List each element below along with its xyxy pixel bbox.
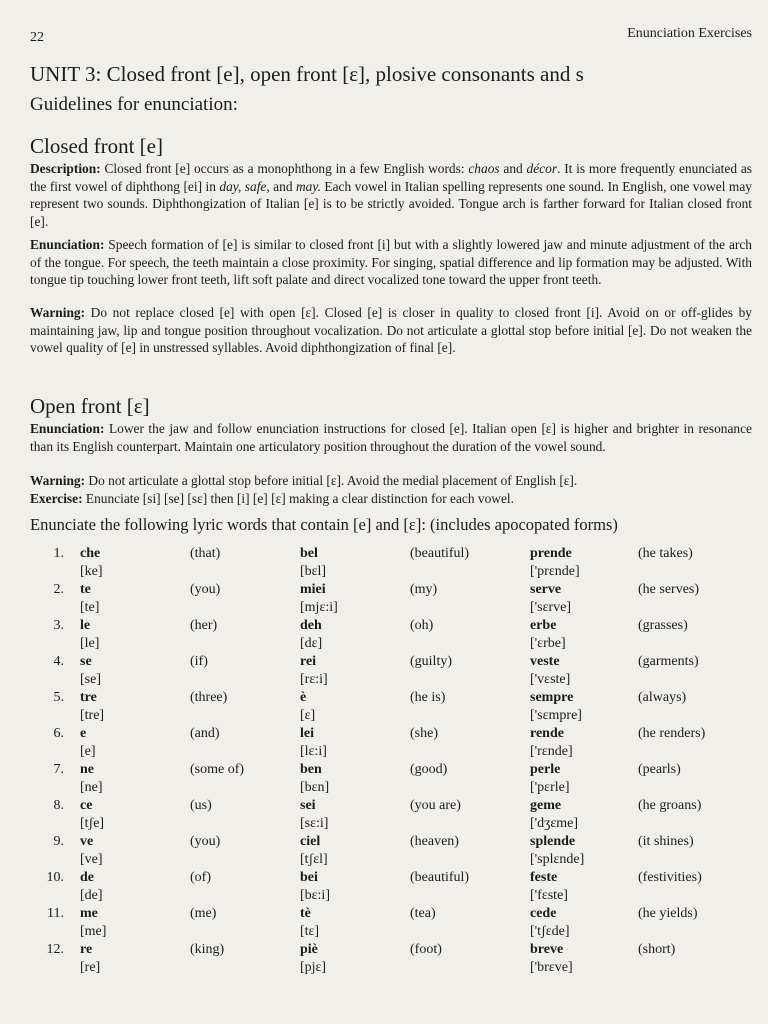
translation: (that): [190, 546, 221, 561]
ipa-transcription: [tre]: [80, 708, 105, 723]
table-cell: [80, 689, 190, 725]
table-cell: [530, 581, 638, 617]
enunciation-text: Lower the jaw and follow enunciation instructions for closed [e]. Italian open [ɛ] is higher and brighter in resonance than its English counterpart. Maintain one articulatory position throughout the duration of the vowel sound.: [30, 421, 752, 454]
table-cell: [190, 653, 300, 689]
translation: (my): [410, 582, 438, 597]
translation: (good): [410, 762, 448, 777]
ipa-transcription: [e]: [80, 744, 96, 759]
table-cell: [300, 797, 410, 833]
table-cell: [638, 617, 728, 653]
description-text-c: Each vowel in Italian spelling represents one sound. In English, one vowel may represent two sounds. Diphthongization of Italian [e] is to be strictly avoided. Tongue arch is farther forward for Italian closed front [e].: [30, 178, 752, 229]
word: geme: [530, 798, 562, 813]
closed-front-description: [30, 160, 752, 230]
table-cell: [638, 797, 728, 833]
table-cell: [530, 797, 638, 833]
table-cell: [80, 617, 190, 653]
table-cell: [190, 545, 300, 581]
ipa-transcription: [dɛ]: [300, 636, 323, 651]
word: veste: [530, 654, 560, 669]
translation: (if): [190, 654, 208, 669]
table-cell: [80, 905, 190, 941]
table-cell: [410, 545, 530, 581]
word: breve: [530, 942, 564, 957]
ipa-transcription: ['sɛrve]: [530, 600, 572, 615]
ipa-transcription: ['fɛste]: [530, 888, 568, 903]
description-example-may: may.: [296, 178, 321, 194]
table-cell: [190, 581, 300, 617]
translation: (he serves): [638, 582, 700, 597]
translation: (beautiful): [410, 870, 470, 885]
ipa-transcription: [lɛ:i]: [300, 744, 327, 759]
row-number: 3.: [53, 618, 64, 633]
table-cell: [30, 833, 80, 869]
ipa-transcription: ['splɛnde]: [530, 852, 585, 867]
ipa-transcription: [te]: [80, 600, 100, 615]
row-number: 1.: [53, 546, 64, 561]
row-number: 8.: [53, 798, 64, 813]
word-table: [30, 545, 728, 977]
translation: (you): [190, 582, 221, 597]
open-front-warning: [30, 472, 752, 490]
translation: (festivities): [638, 870, 702, 885]
table-cell: [638, 833, 728, 869]
table-row: [30, 545, 728, 581]
unit-title: UNIT 3: Closed front [e], open front [ɛ], plosive consonants and s: [30, 62, 584, 86]
word: bel: [300, 546, 318, 561]
table-cell: [30, 653, 80, 689]
word: ve: [80, 834, 94, 849]
table-cell: [410, 581, 530, 617]
table-cell: [80, 581, 190, 617]
guidelines-heading: Guidelines for enunciation:: [30, 94, 238, 115]
description-and-2: and: [269, 178, 296, 194]
translation: (beautiful): [410, 546, 470, 561]
translation: (short): [638, 942, 676, 957]
table-cell: [638, 581, 728, 617]
table-cell: [530, 545, 638, 581]
word: rei: [300, 654, 317, 669]
table-cell: [30, 905, 80, 941]
ipa-transcription: [re]: [80, 960, 101, 975]
word: ne: [80, 762, 94, 777]
table-cell: [530, 941, 638, 977]
ipa-transcription: [mjɛ:i]: [300, 600, 338, 615]
ipa-transcription: ['prɛnde]: [530, 564, 580, 579]
word: splende: [530, 834, 576, 849]
table-cell: [80, 653, 190, 689]
table-cell: [638, 905, 728, 941]
table-cell: [30, 545, 80, 581]
warning-label: Warning:: [30, 305, 86, 320]
row-number: 7.: [53, 762, 64, 777]
translation: (guilty): [410, 654, 452, 669]
translation: (you are): [410, 798, 461, 813]
table-cell: [300, 545, 410, 581]
ipa-transcription: ['tʃɛde]: [530, 924, 570, 939]
ipa-transcription: [ne]: [80, 780, 103, 795]
word: prende: [530, 546, 572, 561]
table-cell: [530, 653, 638, 689]
table-cell: [530, 761, 638, 797]
table-cell: [638, 725, 728, 761]
description-label: Description:: [30, 161, 101, 176]
table-cell: [300, 833, 410, 869]
table-cell: [190, 761, 300, 797]
translation: (me): [190, 906, 217, 921]
translation: (us): [190, 798, 212, 813]
open-front-enunciation: [30, 420, 752, 455]
word-table-body: [30, 545, 728, 977]
description-example-day-safe: day, safe,: [219, 178, 270, 194]
word: sei: [300, 798, 316, 813]
description-example-chaos: chaos: [468, 161, 500, 176]
table-cell: [30, 761, 80, 797]
translation: (three): [190, 690, 228, 705]
word: feste: [530, 870, 558, 885]
table-cell: [30, 941, 80, 977]
word: sempre: [530, 690, 574, 705]
table-cell: [300, 869, 410, 905]
table-cell: [410, 725, 530, 761]
table-cell: [300, 761, 410, 797]
word: de: [80, 870, 94, 885]
table-cell: [530, 905, 638, 941]
ipa-transcription: [ve]: [80, 852, 103, 867]
word: bei: [300, 870, 318, 885]
table-cell: [30, 869, 80, 905]
table-row: [30, 761, 728, 797]
running-head: Enunciation Exercises: [627, 26, 752, 41]
table-row: [30, 941, 728, 977]
table-row: [30, 869, 728, 905]
word: e: [80, 726, 87, 741]
table-cell: [410, 941, 530, 977]
translation: (her): [190, 618, 218, 633]
translation: (you): [190, 834, 221, 849]
table-cell: [410, 653, 530, 689]
ipa-transcription: ['ɛrbe]: [530, 636, 566, 651]
row-number: 5.: [53, 690, 64, 705]
table-cell: [190, 689, 300, 725]
ipa-transcription: [tʃe]: [80, 816, 105, 831]
table-cell: [30, 725, 80, 761]
translation: (it shines): [638, 834, 694, 849]
ipa-transcription: [bɛ:i]: [300, 888, 330, 903]
ipa-transcription: ['sɛmpre]: [530, 708, 582, 723]
word: tè: [300, 906, 311, 921]
description-text-b: . It is more frequently enunciated as the first vowel of diphthong [ei] in: [30, 161, 752, 194]
translation: (grasses): [638, 618, 688, 633]
table-cell: [80, 761, 190, 797]
table-cell: [190, 869, 300, 905]
word: perle: [530, 762, 561, 777]
table-cell: [410, 797, 530, 833]
open-front-exercise: [30, 490, 752, 508]
table-row: [30, 653, 728, 689]
closed-front-heading: Closed front [e]: [30, 134, 163, 158]
word: te: [80, 582, 91, 597]
table-cell: [300, 905, 410, 941]
table-cell: [30, 581, 80, 617]
enunciation-text: Speech formation of [e] is similar to closed front [i] but with a slightly lowered jaw and minute adjustment of the arch of the tongue. For speech, the teeth maintain a close proximity. For singing, spatial difference and lip formation may be adjusted. With tongue tip touching lower front teeth, lift soft palate and direct vocalized tone toward the upper front teeth.: [30, 237, 752, 287]
word: serve: [530, 582, 562, 597]
table-cell: [80, 545, 190, 581]
word: rende: [530, 726, 564, 741]
table-cell: [80, 797, 190, 833]
table-cell: [410, 761, 530, 797]
ipa-transcription: [pjɛ]: [300, 960, 327, 975]
row-number: 10.: [46, 870, 64, 885]
translation: (and): [190, 726, 220, 741]
description-text-a: Closed front [e] occurs as a monophthong in a few English words:: [104, 161, 469, 176]
table-cell: [80, 833, 190, 869]
translation: (he takes): [638, 546, 693, 561]
ipa-transcription: ['brɛve]: [530, 960, 573, 975]
ipa-transcription: [rɛ:i]: [300, 672, 328, 687]
row-number: 9.: [53, 834, 64, 849]
table-cell: [300, 941, 410, 977]
ipa-transcription: [se]: [80, 672, 101, 687]
warning-text: Do not articulate a glottal stop before initial [ɛ]. Avoid the medial placement of English [ɛ].: [85, 473, 578, 488]
table-row: [30, 833, 728, 869]
table-cell: [300, 617, 410, 653]
table-row: [30, 581, 728, 617]
word: cede: [530, 906, 557, 921]
translation: (always): [638, 690, 687, 705]
row-number: 2.: [53, 582, 64, 597]
table-cell: [638, 689, 728, 725]
translation: (she): [410, 726, 438, 741]
table-row: [30, 797, 728, 833]
translation: (he renders): [638, 726, 706, 741]
ipa-transcription: ['vɛste]: [530, 672, 571, 687]
table-row: [30, 689, 728, 725]
table-cell: [190, 797, 300, 833]
table-cell: [190, 905, 300, 941]
enunciation-label: Enunciation:: [30, 237, 105, 252]
row-number: 12.: [46, 942, 64, 957]
description-example-decor: décor: [526, 161, 558, 176]
table-cell: [300, 581, 410, 617]
row-number: 11.: [47, 906, 64, 921]
ipa-transcription: [le]: [80, 636, 100, 651]
table-cell: [30, 617, 80, 653]
enunciation-label: Enunciation:: [30, 421, 105, 436]
translation: (he groans): [638, 798, 702, 813]
translation: (oh): [410, 618, 434, 633]
table-cell: [638, 941, 728, 977]
translation: (tea): [410, 906, 436, 921]
table-cell: [638, 869, 728, 905]
table-cell: [530, 725, 638, 761]
ipa-transcription: [ke]: [80, 564, 103, 579]
word: ce: [80, 798, 93, 813]
word: ciel: [300, 834, 321, 849]
table-cell: [530, 689, 638, 725]
ipa-transcription: [bɛl]: [300, 564, 327, 579]
table-cell: [30, 797, 80, 833]
ipa-transcription: [tʃɛl]: [300, 852, 328, 867]
table-row: [30, 905, 728, 941]
translation: (of): [190, 870, 211, 885]
ipa-transcription: ['dʒɛme]: [530, 816, 579, 831]
warning-label: Warning:: [30, 473, 86, 488]
exercise-label: Exercise:: [30, 491, 83, 506]
table-cell: [30, 689, 80, 725]
table-cell: [638, 761, 728, 797]
table-cell: [410, 833, 530, 869]
word: è: [300, 690, 307, 705]
table-cell: [410, 905, 530, 941]
word: erbe: [530, 618, 557, 633]
table-row: [30, 617, 728, 653]
word: lei: [300, 726, 314, 741]
word: ben: [300, 762, 322, 777]
translation: (garments): [638, 654, 699, 669]
ipa-transcription: [ɛ]: [300, 708, 316, 723]
table-cell: [80, 725, 190, 761]
translation: (some of): [190, 762, 245, 777]
word: deh: [300, 618, 322, 633]
table-cell: [300, 653, 410, 689]
word: re: [80, 942, 93, 957]
row-number: 4.: [53, 654, 64, 669]
word: se: [80, 654, 92, 669]
translation: (pearls): [638, 762, 681, 777]
translation: (he yields): [638, 906, 698, 921]
closed-front-enunciation: [30, 236, 752, 289]
table-cell: [530, 869, 638, 905]
ipa-transcription: [sɛ:i]: [300, 816, 329, 831]
table-cell: [410, 617, 530, 653]
ipa-transcription: [me]: [80, 924, 107, 939]
table-cell: [190, 725, 300, 761]
translation: (foot): [410, 942, 442, 957]
exercise-text: Enunciate [si] [se] [sɛ] then [i] [e] [ɛ] making a clear distinction for each vowel.: [82, 491, 514, 506]
word: me: [80, 906, 98, 921]
closed-front-warning: [30, 304, 752, 357]
ipa-transcription: [bɛn]: [300, 780, 330, 795]
table-cell: [190, 617, 300, 653]
ipa-transcription: ['rɛnde]: [530, 744, 573, 759]
open-front-heading: Open front [ɛ]: [30, 394, 150, 418]
ipa-transcription: ['pɛrle]: [530, 780, 570, 795]
translation: (king): [190, 942, 225, 957]
translation: (he is): [410, 690, 446, 705]
word: le: [80, 618, 91, 633]
table-cell: [410, 689, 530, 725]
warning-text: Do not replace closed [e] with open [ɛ]. Closed [e] is closer in quality to closed front [i]. Avoid on or off-glides by maintaining jaw, lip and tongue position throughout vocalization. Do not articulate a glottal stop before initial [e]. Do not weaken the vowel quality of [e] in unstressed syllables. Avoid diphthongization of final [e].: [30, 305, 752, 355]
table-cell: [190, 941, 300, 977]
word: miei: [300, 582, 326, 597]
table-cell: [300, 689, 410, 725]
word: piè: [300, 942, 318, 957]
table-cell: [638, 545, 728, 581]
table-row: [30, 725, 728, 761]
ipa-transcription: [de]: [80, 888, 103, 903]
table-cell: [300, 725, 410, 761]
exercise-heading: Enunciate the following lyric words that contain [e] and [ɛ]: (includes apocopated forms): [30, 515, 618, 534]
table-cell: [530, 833, 638, 869]
description-and: and: [499, 161, 527, 176]
table-cell: [638, 653, 728, 689]
translation: (heaven): [410, 834, 459, 849]
table-cell: [80, 869, 190, 905]
table-cell: [80, 941, 190, 977]
word: che: [80, 546, 101, 561]
row-number: 6.: [53, 726, 64, 741]
ipa-transcription: [tɛ]: [300, 924, 320, 939]
table-cell: [410, 869, 530, 905]
word: tre: [80, 690, 97, 705]
table-cell: [190, 833, 300, 869]
table-cell: [530, 617, 638, 653]
page-number: 22: [30, 30, 44, 45]
